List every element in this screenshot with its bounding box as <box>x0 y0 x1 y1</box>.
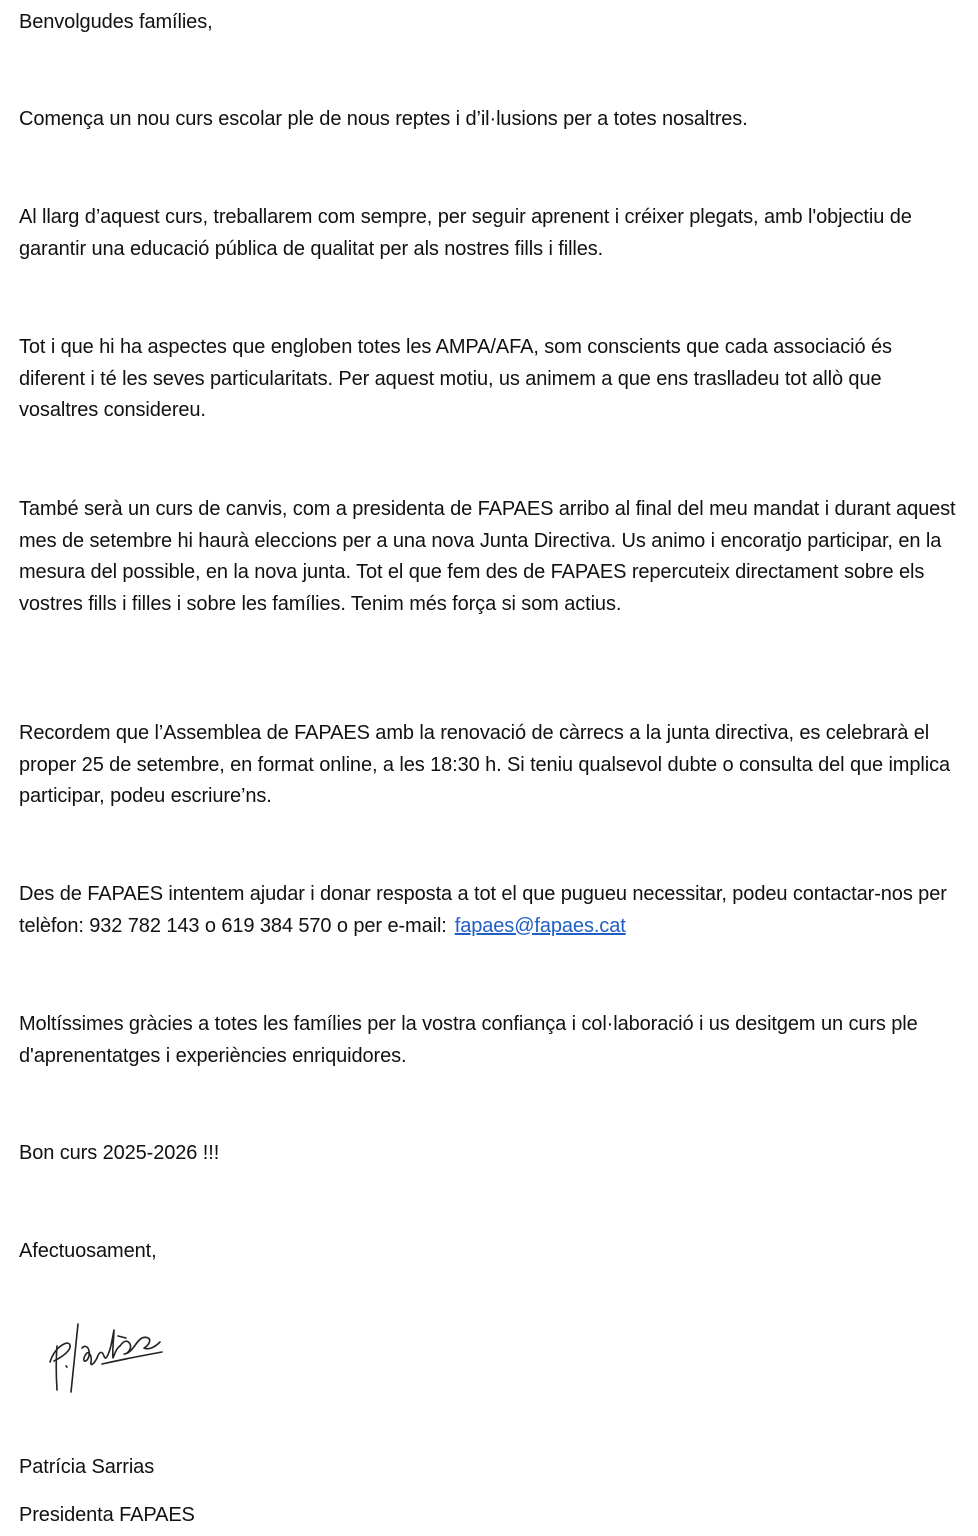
intro-paragraph: Comença un nou curs escolar ple de nous reptes i d’il·lusions per a totes nosaltres. <box>19 108 748 130</box>
thanks-paragraph: Moltíssimes gràcies a totes les famílies per la vostra confiança i col·laboració i us desitgem un curs ple d'aprenentatges i experiències enriquidores. <box>19 1013 918 1067</box>
signer-role: Presidenta FAPAES <box>19 1504 195 1526</box>
regards: Afectuosament, <box>19 1240 157 1262</box>
assembly-paragraph: Recordem que l’Assemblea de FAPAES amb la renovació de càrrecs a la junta directiva, es celebrarà el proper 25 de setembre, en format online, a les 18:30 h. Si teniu qualsevol dubte o consulta del que implica participar, podeu escriure’ns. <box>19 722 951 807</box>
greeting: Benvolgudes famílies, <box>19 11 213 33</box>
email-link[interactable]: fapaes@fapaes.cat <box>454 914 626 937</box>
elections-paragraph: També serà un curs de canvis, com a presidenta de FAPAES arribo al final del meu mandat i durant aquest mes de setembre hi haurà eleccions per a una nova Junta Directiva. Us animo i encoratjo participar, en la mesura del possible, en la nova junta. Tot el que fem des de FAPAES repercuteix directament sobre els vostres fills i filles i sobre les famílies. Tenim més força si som actius. <box>19 498 956 615</box>
contact-paragraph <box>19 879 959 942</box>
associations-paragraph: Tot i que hi ha aspectes que engloben totes les AMPA/AFA, som conscients que cada associació és diferent i té les seves particularitats. Per aquest motiu, us animem a que ens traslladeu tot allò que vosaltres considereu. <box>19 336 892 421</box>
closing-wish: Bon curs 2025-2026 !!! <box>19 1142 220 1164</box>
contact-text: Des de FAPAES intentem ajudar i donar resposta a tot el que pugueu necessitar, podeu contactar-nos per telèfon: 932 782 143 o 619 384 570 o per e-mail: <box>19 883 947 937</box>
signer-name: Patrícia Sarrias <box>19 1456 155 1478</box>
handwritten-signature <box>44 1318 168 1398</box>
course-goal-paragraph: Al llarg d’aquest curs, treballarem com sempre, per seguir aprenent i créixer plegats, amb l'objectiu de garantir una educació pública de qualitat per als nostres fills i filles. <box>19 206 912 260</box>
